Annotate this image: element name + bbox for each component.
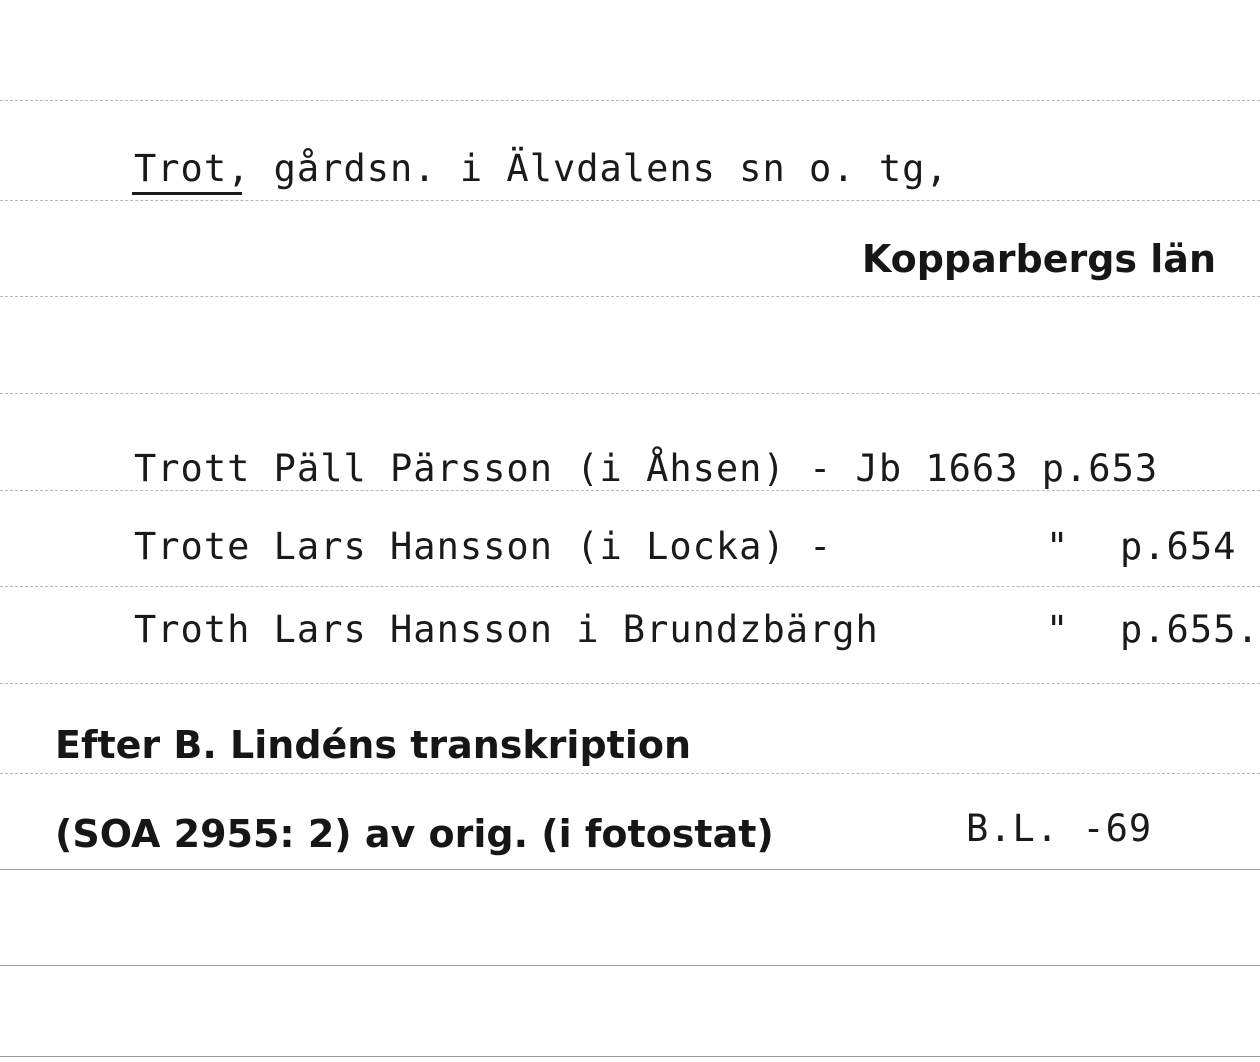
heading-title-word: Trot — [134, 147, 228, 190]
ruling-line — [0, 1056, 1260, 1057]
page-number: p.655. — [1120, 608, 1260, 651]
reference-row — [0, 525, 1260, 578]
ruling-line — [0, 965, 1260, 966]
ruling-line — [0, 296, 1260, 297]
signature: B.L. -69 — [966, 807, 1153, 850]
ruling-line — [0, 200, 1260, 201]
page-number: p.654 — [1120, 525, 1237, 568]
heading-title-rest: , gårdsn. i Älvdalens sn o. tg, — [227, 147, 949, 190]
source-line-2: (SOA 2955: 2) av orig. (i fotostat) — [55, 812, 774, 856]
ruling-line — [0, 100, 1260, 101]
reference-text: Trott Päll Pärsson (i Åhsen) - Jb 1663 p.653 — [134, 447, 1159, 490]
title-underline — [132, 192, 242, 195]
ruling-line — [0, 586, 1260, 587]
ruling-line — [0, 773, 1260, 774]
reference-text: Trote Lars Hansson (i Locka) - — [134, 525, 833, 568]
county-label: Kopparbergs län — [861, 237, 1216, 281]
heading — [134, 147, 949, 190]
ditto-mark: " — [1046, 608, 1070, 651]
reference-row — [0, 608, 1260, 661]
reference-row — [0, 447, 1260, 500]
source-line-1: Efter B. Lindéns transkription — [55, 723, 691, 767]
ruling-line — [0, 393, 1260, 394]
ditto-mark: " — [1046, 525, 1070, 568]
ruling-line — [0, 683, 1260, 684]
ruling-line — [0, 869, 1260, 870]
reference-text: Troth Lars Hansson i Brundzbärgh — [134, 608, 879, 651]
